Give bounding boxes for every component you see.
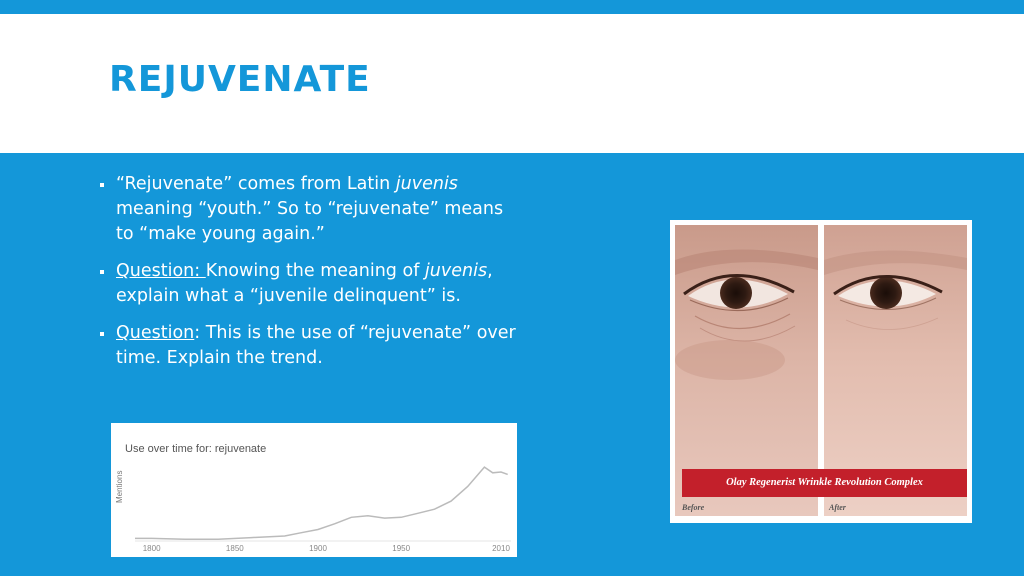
bullet-marker [100, 183, 104, 187]
chart-plot [111, 423, 517, 557]
bullet-text: : This is the use of “rejuvenate” over time. Explain the trend. [116, 323, 516, 368]
chart-y-axis-label: Mentions [115, 470, 124, 503]
bullet-question-label: Question: [116, 261, 206, 281]
x-tick-label: 1800 [142, 544, 161, 553]
top-stripe [0, 0, 1024, 14]
bullet-marker [100, 332, 104, 336]
bullet-italic: juvenis [395, 174, 458, 194]
x-tick-label: 1900 [309, 544, 327, 553]
before-under-eye-shadow [675, 340, 785, 380]
before-after-photo [670, 220, 972, 523]
bullet-question-label: Question [116, 323, 195, 343]
chart-title: Use over time for: rejuvenate [125, 443, 267, 455]
bullet-italic: juvenis [424, 261, 488, 281]
before-iris [720, 277, 752, 309]
after-iris [870, 277, 902, 309]
slide-title: REJUVENATE [109, 59, 371, 100]
bullet-text: “Rejuvenate” comes from Latin [116, 174, 396, 194]
ngram-chart [111, 423, 517, 557]
x-tick-label: 1850 [225, 544, 244, 553]
bullet-item [100, 259, 520, 309]
product-banner [682, 469, 967, 497]
bullet-item [100, 172, 520, 247]
bullet-list [100, 172, 520, 383]
bullet-marker [100, 270, 104, 274]
series-line [135, 467, 508, 539]
x-tick-label: 1950 [392, 544, 411, 553]
bullet-item [100, 321, 520, 371]
after-label: After [829, 503, 846, 512]
banner-text: Olay Regenerist Wrinkle Revolution Complex [726, 477, 923, 488]
bullet-text: Knowing the meaning of [205, 261, 425, 281]
before-label: Before [682, 503, 705, 512]
x-tick-label: 2010 [492, 544, 510, 553]
bullet-text: meaning “youth.” So to “rejuvenate” means to “make young again.” [116, 199, 504, 244]
bullet-text: , explain what a “juvenile delinquent” is. [116, 261, 493, 306]
